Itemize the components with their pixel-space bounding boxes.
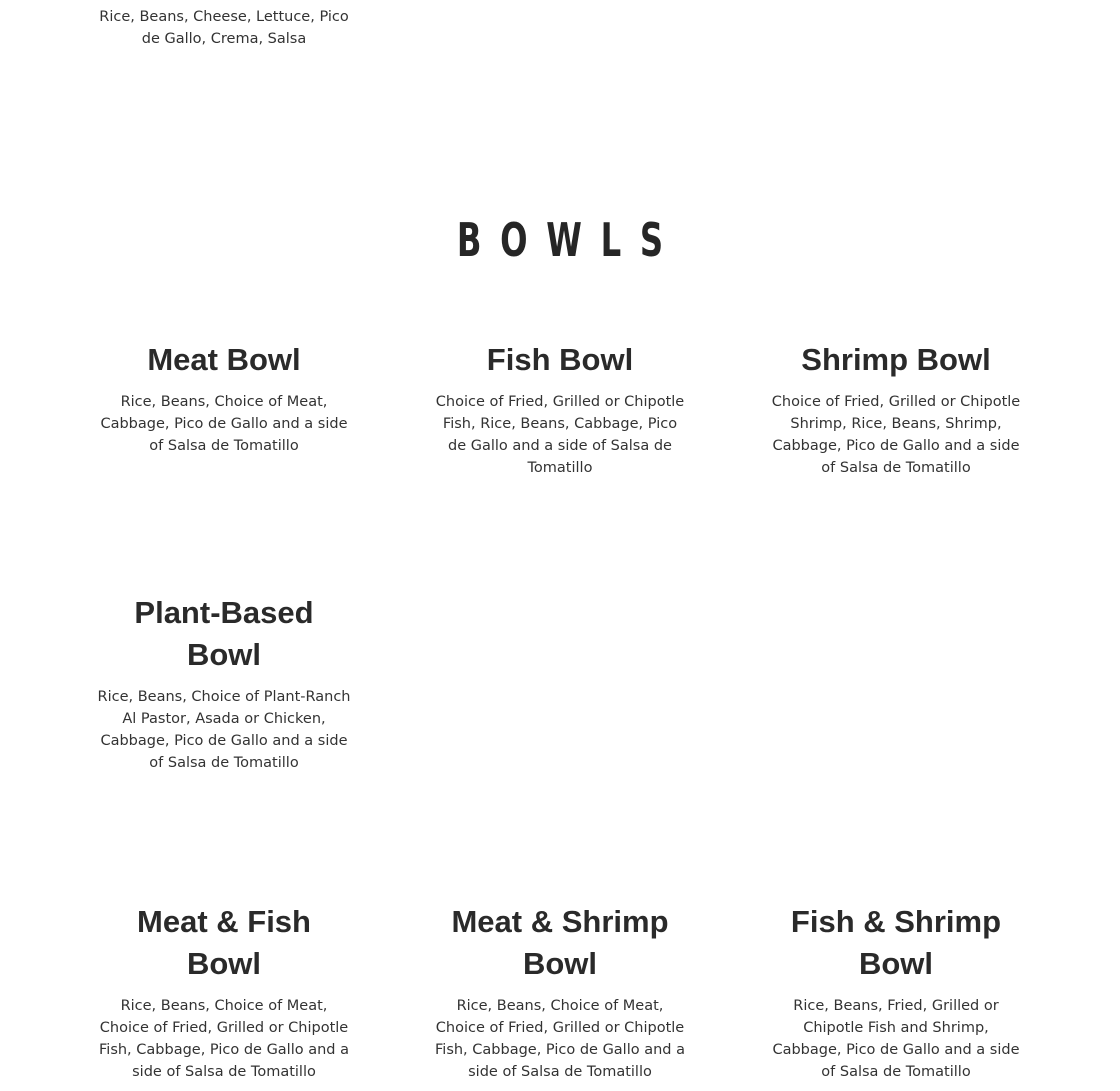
menu-item-meat-bowl xyxy=(96,339,352,457)
menu-item-title: Meat Bowl xyxy=(147,342,301,377)
menu-item-fish-shrimp-bowl xyxy=(768,901,1024,1083)
menu-item-description: Choice of Fried, Grilled or Chipotle Fish, Rice, Beans, Cabbage, Pico de Gallo and a side of Salsa de Tomatillo xyxy=(435,394,685,476)
menu-item-shrimp-bowl xyxy=(768,339,1024,479)
menu-item-title: Meat & Fish Bowl xyxy=(137,904,311,981)
menu-item-title: Shrimp Bowl xyxy=(801,342,991,377)
menu-item-fish-bowl xyxy=(432,339,688,479)
menu-item-description: Rice, Beans, Cheese, Lettuce, Pico de Gallo, Crema, Salsa xyxy=(99,9,349,47)
menu-item-description: Rice, Beans, Choice of Meat, Choice of Fried, Grilled or Chipotle Fish, Cabbage, Pico de Gallo and a side of Salsa de Tomatillo xyxy=(435,998,685,1080)
menu-item-description: Rice, Beans, Fried, Grilled or Chipotle Fish and Shrimp, Cabbage, Pico de Gallo and a side of Salsa de Tomatillo xyxy=(772,998,1020,1080)
menu-item-description: Rice, Beans, Choice of Meat, Choice of Fried, Grilled or Chipotle Fish, Cabbage, Pico de Gallo and a side of Salsa de Tomatillo xyxy=(99,998,349,1080)
menu-item-title: Fish & Shrimp Bowl xyxy=(790,904,1002,981)
menu-item-title: Meat & Shrimp Bowl xyxy=(451,904,669,981)
menu-item-meat-fish-bowl xyxy=(96,901,352,1083)
section-heading-bowls: BOWLS xyxy=(456,213,682,267)
menu-item-description: Rice, Beans, Choice of Meat, Cabbage, Pico de Gallo and a side of Salsa de Tomatillo xyxy=(100,394,348,454)
menu-item-title: Fish Bowl xyxy=(486,342,634,377)
menu-item-description: Choice of Fried, Grilled or Chipotle Shrimp, Rice, Beans, Shrimp, Cabbage, Pico de Gallo and a side of Salsa de Tomatillo xyxy=(771,394,1021,476)
menu-item-plant-based-bowl xyxy=(96,592,352,774)
menu-item-meat-shrimp-bowl xyxy=(432,901,688,1083)
menu-item-description: Rice, Beans, Choice of Plant-Ranch Al Pastor, Asada or Chicken, Cabbage, Pico de Gallo and a side of Salsa de Tomatillo xyxy=(97,689,351,771)
menu-item-title: Plant-Based Bowl xyxy=(134,595,314,672)
menu-item-previous-section xyxy=(96,0,352,50)
